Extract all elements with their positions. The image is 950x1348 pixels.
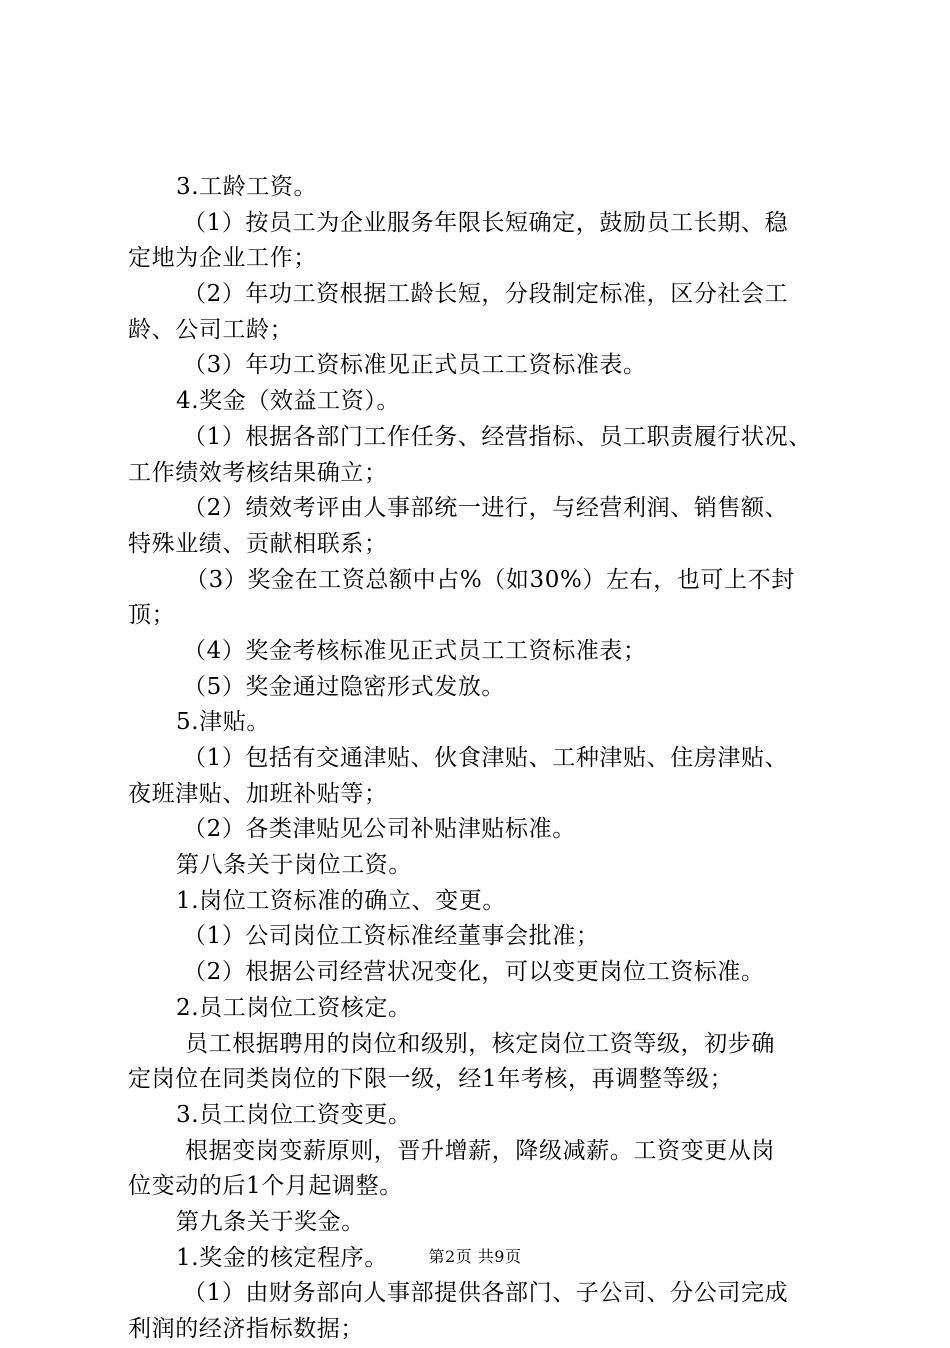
text-line: 1.奖金的核定程序。 (176, 1244, 388, 1271)
text-line: （1）根据各部门工作任务、经营指标、员工职责履行状况、 (183, 423, 812, 450)
text-line: 特殊业绩、贡献相联系； (128, 530, 388, 557)
text-line: （1）公司岗位工资标准经董事会批准； (183, 923, 600, 950)
text-line: 根据变岗变薪原则，晋升增薪，降级减薪。工资变更从岗 (185, 1137, 775, 1164)
text-line: （1）按员工为企业服务年限长短确定，鼓励员工长期、稳 (183, 209, 789, 236)
text-line: 5.津贴。 (176, 709, 270, 736)
text-line: 4.奖金（效益工资）。 (176, 388, 401, 415)
text-line: 第八条关于岗位工资。 (176, 852, 412, 879)
text-line: 工作绩效考核结果确立； (128, 459, 388, 486)
text-line: （2）根据公司经营状况变化，可以变更岗位工资标准。 (183, 959, 765, 986)
page-footer: 第2页 共9页 (428, 1247, 522, 1266)
text-line: 员工根据聘用的岗位和级别，核定岗位工资等级，初步确 (185, 1030, 775, 1057)
text-line: 3.工龄工资。 (176, 174, 318, 200)
text-line: （2）年功工资根据工龄长短，分段制定标准，区分社会工 (183, 281, 789, 308)
document-body (128, 170, 828, 1348)
text-line: （5）奖金通过隐密形式发放。 (183, 673, 506, 700)
text-line: 第九条关于奖金。 (176, 1208, 365, 1235)
text-line: 利润的经济指标数据； (128, 1316, 364, 1342)
text-line: 2.员工岗位工资核定。 (176, 994, 412, 1021)
text-line: （1）由财务部向人事部提供各部门、子公司、分公司完成 (183, 1280, 789, 1307)
text-line: 定地为企业工作； (128, 245, 317, 272)
text-line: （1）包括有交通津贴、伙食津贴、工种津贴、住房津贴、 (183, 745, 789, 771)
text-line: 龄、公司工龄； (128, 316, 294, 343)
text-line: （3）奖金在工资总额中占%（如30%）左右，也可上不封 (185, 566, 795, 593)
text-line: （3）年功工资标准见正式员工工资标准表。 (183, 352, 647, 379)
text-line: （2）绩效考评由人事部统一进行，与经营利润、销售额、 (183, 495, 789, 522)
text-line: （2）各类津贴见公司补贴津贴标准。 (183, 816, 576, 843)
text-line: 1.岗位工资标准的确立、变更。 (176, 887, 506, 914)
text-line: （4）奖金考核标准见正式员工工资标准表； (183, 637, 647, 664)
text-line: 定岗位在同类岗位的下限一级，经1年考核，再调整等级； (128, 1066, 734, 1093)
text-line: 顶； (128, 602, 176, 629)
text-line: 位变动的后1个月起调整。 (128, 1173, 403, 1200)
text-line: 3.员工岗位工资变更。 (176, 1101, 412, 1128)
text-line: 夜班津贴、加班补贴等； (128, 780, 388, 807)
